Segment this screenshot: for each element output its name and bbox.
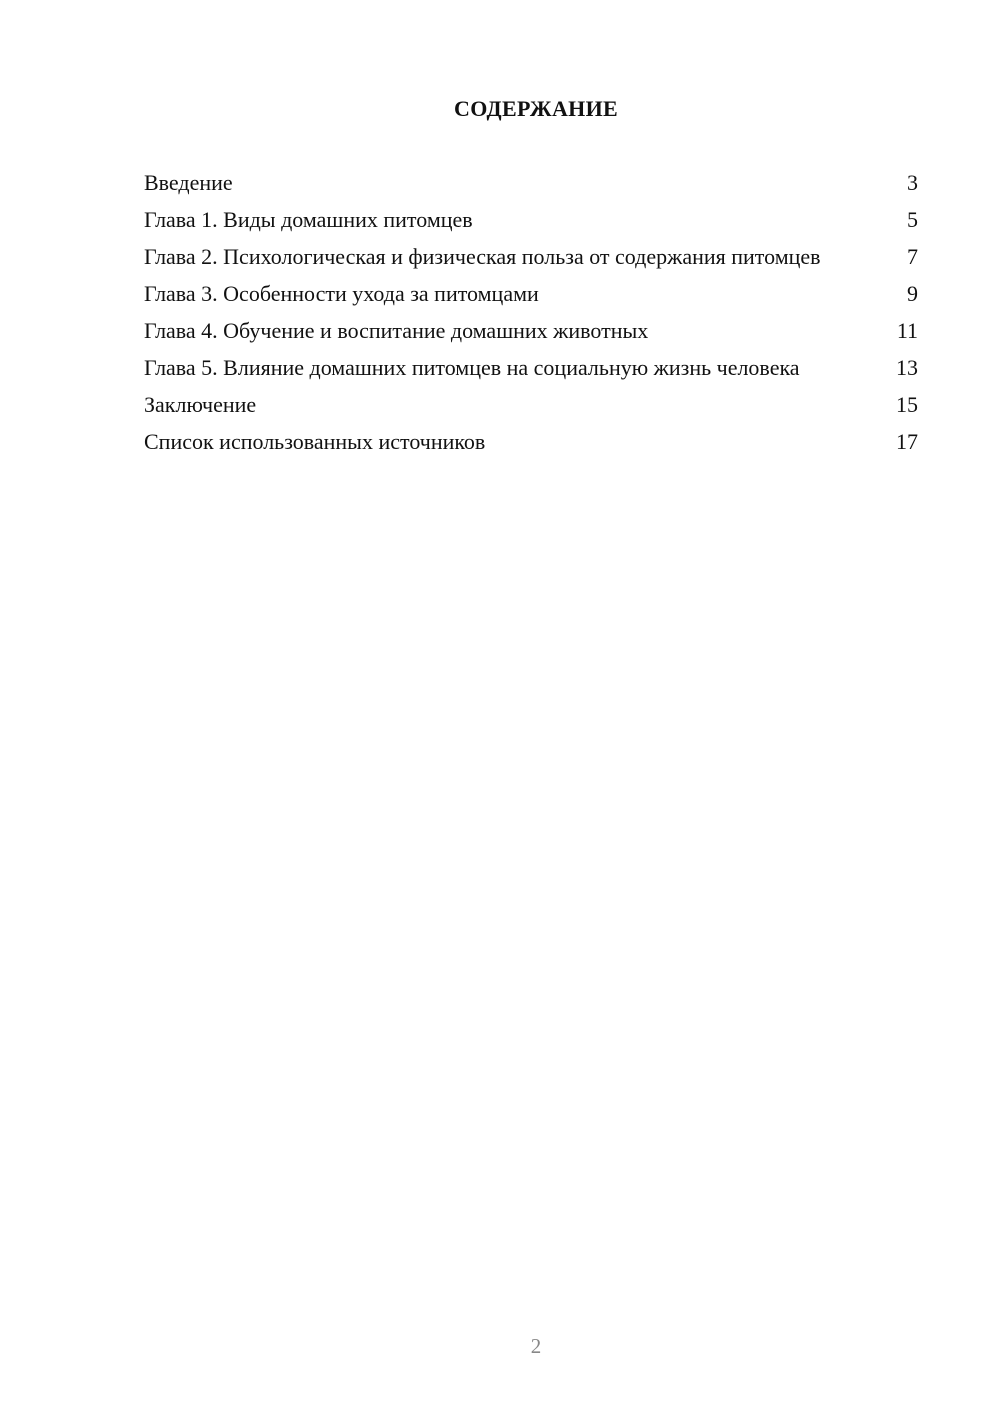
toc-entry-page: 3 [907, 170, 918, 195]
toc-entry-title: Глава 3. Особенности ухода за питомцами [144, 281, 539, 306]
toc-entry-conclusion [144, 392, 918, 418]
table-of-contents [144, 170, 918, 466]
toc-heading: СОДЕРЖАНИЕ [454, 96, 618, 121]
toc-entry-page: 9 [907, 281, 918, 306]
toc-entry-title: Глава 5. Влияние домашних питомцев на социальную жизнь человека [144, 355, 800, 380]
toc-entry-title: Введение [144, 170, 233, 195]
toc-entry-chapter-4 [144, 318, 918, 344]
toc-entry-title: Заключение [144, 392, 257, 417]
toc-entry-title: Глава 2. Психологическая и физическая польза от содержания питомцев [144, 244, 821, 269]
toc-entry-chapter-5 [144, 355, 918, 381]
toc-entry-page: 17 [896, 429, 918, 454]
page-number: 2 [530, 1334, 542, 1358]
toc-entry-page: 13 [896, 355, 918, 380]
toc-entry-page: 11 [896, 318, 918, 343]
toc-entry-chapter-2 [144, 244, 918, 270]
toc-entry-page: 15 [896, 392, 918, 417]
toc-entry-chapter-1 [144, 207, 918, 233]
toc-entry-title: Глава 4. Обучение и воспитание домашних животных [144, 318, 649, 343]
toc-entry-chapter-3 [144, 281, 918, 307]
toc-entry-introduction [144, 170, 918, 196]
toc-entry-title: Глава 1. Виды домашних питомцев [144, 207, 473, 232]
toc-entry-references [144, 429, 918, 455]
toc-entry-page: 7 [907, 244, 918, 269]
toc-entry-title: Список использованных источников [144, 429, 486, 454]
toc-entry-page: 5 [907, 207, 918, 232]
